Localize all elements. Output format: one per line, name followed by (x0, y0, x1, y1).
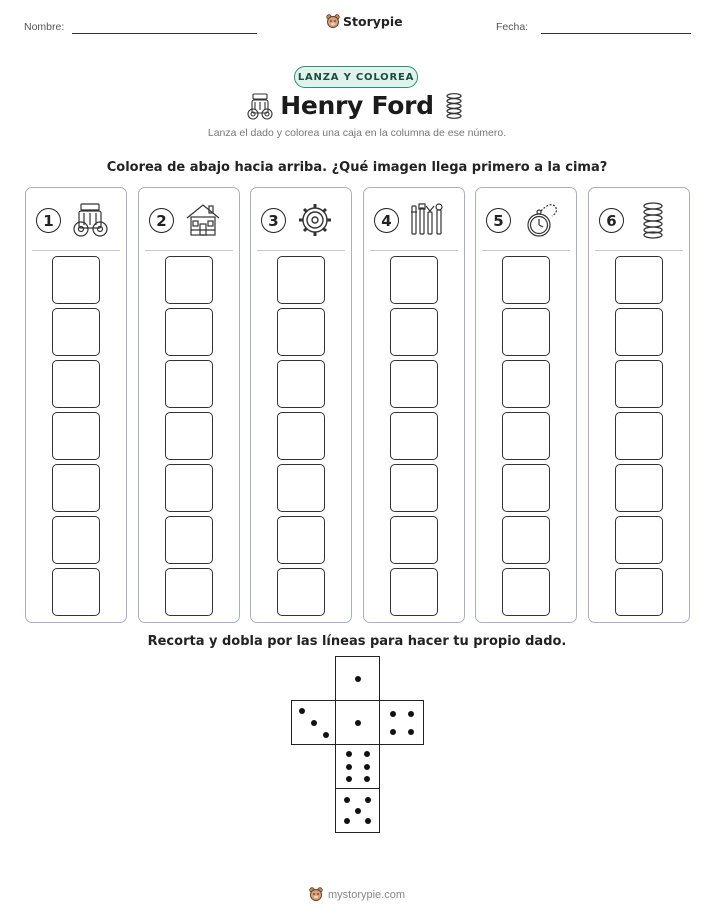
die-face (335, 656, 380, 701)
column-number: 4 (374, 208, 399, 233)
color-box[interactable] (277, 464, 325, 512)
color-box[interactable] (277, 308, 325, 356)
column-number: 3 (261, 208, 286, 233)
die-pip (355, 720, 361, 726)
activity-badge: LANZA Y COLOREA (294, 66, 418, 88)
color-box[interactable] (502, 360, 550, 408)
color-box[interactable] (390, 412, 438, 460)
color-box[interactable] (390, 308, 438, 356)
die-pip (365, 797, 371, 803)
color-box[interactable] (502, 516, 550, 564)
color-box[interactable] (52, 464, 100, 512)
die-pip (311, 720, 317, 726)
die-pip (364, 764, 370, 770)
die-pip (390, 729, 396, 735)
color-box[interactable] (615, 360, 663, 408)
page-title: Henry Ford (280, 91, 434, 120)
color-box[interactable] (52, 360, 100, 408)
brand-name: Storypie (343, 14, 403, 29)
color-box[interactable] (165, 516, 213, 564)
footer (0, 887, 714, 902)
die-pip (299, 708, 305, 714)
column-divider (32, 250, 120, 251)
color-box[interactable] (277, 360, 325, 408)
color-box[interactable] (502, 568, 550, 616)
coloring-instruction: Colorea de abajo hacia arriba. ¿Qué imagen llega primero a la cima? (106, 160, 608, 175)
die-pip (344, 797, 350, 803)
column-divider (145, 250, 233, 251)
die-pip (355, 676, 361, 682)
color-box[interactable] (390, 568, 438, 616)
color-box[interactable] (52, 568, 100, 616)
column-divider (257, 250, 345, 251)
footer-url[interactable]: mystorypie.com (327, 888, 406, 901)
die-face (335, 700, 380, 745)
color-box[interactable] (390, 464, 438, 512)
color-box[interactable] (277, 568, 325, 616)
column-1 (25, 187, 127, 623)
color-box[interactable] (165, 308, 213, 356)
color-box[interactable] (165, 568, 213, 616)
die-pip (408, 711, 414, 717)
die-pip (346, 776, 352, 782)
die-face (291, 700, 336, 745)
spring-icon (632, 200, 674, 240)
spring-icon (444, 92, 464, 122)
die-face (379, 700, 424, 745)
die-pip (365, 818, 371, 824)
die-pip (355, 808, 361, 814)
column-number: 6 (599, 208, 624, 233)
die-instruction: Recorta y dobla por las líneas para hacer tu propio dado. (147, 634, 567, 649)
pocket-watch-icon (519, 200, 561, 240)
date-label: Fecha: (496, 21, 529, 33)
color-box[interactable] (615, 516, 663, 564)
gear-icon (294, 200, 336, 240)
die-pip (346, 764, 352, 770)
column-4 (363, 187, 465, 623)
engine-icon (69, 200, 111, 240)
die-pip (344, 818, 350, 824)
column-number: 2 (149, 208, 174, 233)
column-number: 1 (36, 208, 61, 233)
color-box[interactable] (615, 308, 663, 356)
column-3 (250, 187, 352, 623)
column-2 (138, 187, 240, 623)
color-box[interactable] (165, 360, 213, 408)
die-pip (390, 711, 396, 717)
name-label: Nombre: (24, 21, 65, 33)
color-box[interactable] (615, 464, 663, 512)
house-icon (182, 200, 224, 240)
die-pip (364, 751, 370, 757)
color-box[interactable] (502, 464, 550, 512)
color-box[interactable] (52, 256, 100, 304)
color-box[interactable] (502, 412, 550, 460)
color-box[interactable] (277, 412, 325, 460)
color-box[interactable] (277, 516, 325, 564)
name-line[interactable] (72, 33, 257, 34)
column-divider (370, 250, 458, 251)
color-box[interactable] (390, 360, 438, 408)
color-box[interactable] (165, 256, 213, 304)
die-face (335, 744, 380, 789)
die-pip (323, 732, 329, 738)
column-number: 5 (486, 208, 511, 233)
column-divider (482, 250, 570, 251)
color-box[interactable] (52, 412, 100, 460)
color-box[interactable] (390, 516, 438, 564)
color-box[interactable] (165, 412, 213, 460)
column-6 (588, 187, 690, 623)
die-face (335, 788, 380, 833)
brand-logo (326, 14, 403, 29)
page-subtitle: Lanza el dado y colorea una caja en la columna de ese número. (207, 127, 507, 139)
color-box[interactable] (52, 516, 100, 564)
color-box[interactable] (615, 412, 663, 460)
color-box[interactable] (615, 568, 663, 616)
color-box[interactable] (390, 256, 438, 304)
date-line[interactable] (541, 33, 691, 34)
die-pip (346, 751, 352, 757)
color-box[interactable] (52, 308, 100, 356)
color-box[interactable] (502, 256, 550, 304)
die-pip (408, 729, 414, 735)
color-box[interactable] (277, 256, 325, 304)
color-box[interactable] (502, 308, 550, 356)
color-box[interactable] (165, 464, 213, 512)
column-divider (595, 250, 683, 251)
die-pip (364, 776, 370, 782)
color-box[interactable] (615, 256, 663, 304)
bear-icon (309, 887, 323, 902)
column-5 (475, 187, 577, 623)
tools-icon (407, 200, 449, 240)
bear-icon (326, 14, 340, 29)
